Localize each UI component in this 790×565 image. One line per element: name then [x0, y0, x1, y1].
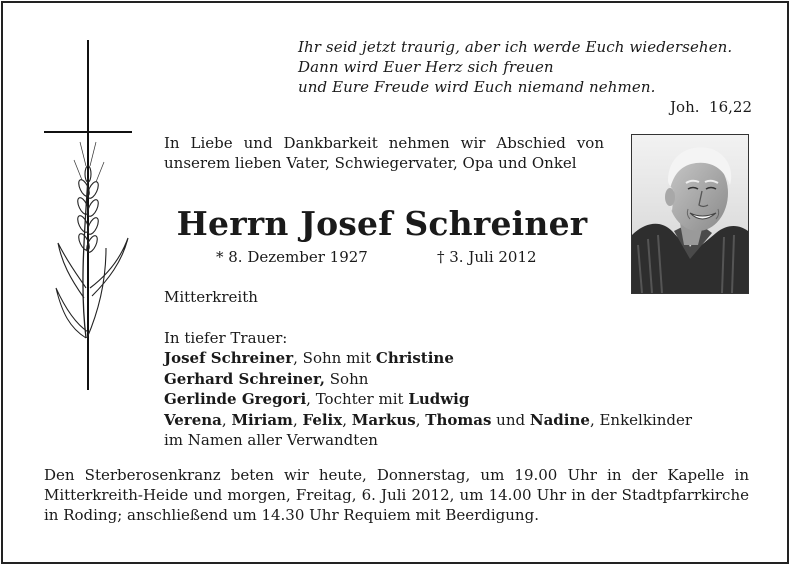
- mourner-line: [164, 410, 744, 431]
- relation-text: , Enkelkinder: [589, 410, 693, 429]
- mourner-line: [164, 348, 744, 369]
- quote-line: und Eure Freude wird Euch niemand nehmen.: [298, 78, 656, 96]
- separator: ,: [221, 410, 232, 429]
- cross-with-wheat-icon: [40, 38, 140, 393]
- relation-text: , Sohn mit: [293, 349, 376, 367]
- relation-text: Sohn: [325, 369, 369, 388]
- service-details: Den Sterberosenkranz beten wir heute, Donnerstag, um 19.00 Uhr in der Kapelle in Mitterkreith-Heide und morgen, Freitag, 6. Juli 2012, um 14.00 Uhr in der Stadtpfarrkirche in Roding; anschließend um 14.30 Uhr Requiem mit Beerdigung.: [44, 466, 749, 524]
- grandchild-name: Thomas: [425, 410, 492, 429]
- separator: ,: [292, 410, 303, 429]
- bible-quote: [298, 37, 758, 97]
- separator: ,: [342, 410, 352, 429]
- separator: ,: [415, 410, 426, 429]
- deceased-name: Herrn Josef Schreiner: [176, 204, 588, 243]
- quote-line: Dann wird Euer Herz sich freuen: [298, 58, 554, 76]
- portrait-image: [632, 135, 748, 293]
- mourner-line: [164, 389, 744, 410]
- grandchild-name: Nadine: [529, 410, 590, 429]
- mourning-heading: In tiefer Trauer:: [164, 329, 288, 347]
- mourners-list: [164, 348, 744, 451]
- partner-name: Christine: [375, 349, 454, 367]
- grandchild-name: Verena: [164, 410, 222, 429]
- mourner-name: Gerhard Schreiner,: [164, 369, 325, 388]
- intro-text: In Liebe und Dankbarkeit nehmen wir Abschied von unserem lieben Vater, Schwiegervater, Opa und Onkel: [164, 134, 604, 172]
- grandchild-name: Miriam: [231, 410, 293, 429]
- quote-line: Ihr seid jetzt traurig, aber ich werde Euch wiedersehen.: [298, 38, 733, 56]
- partner-name: Ludwig: [408, 390, 470, 408]
- mourner-line: im Namen aller Verwandten: [164, 431, 378, 449]
- quote-reference: Joh. 16,22: [670, 98, 752, 116]
- death-date: † 3. Juli 2012: [437, 248, 537, 266]
- home-place: Mitterkreith: [164, 288, 258, 306]
- mourner-name: Josef Schreiner: [164, 349, 294, 367]
- relation-text: , Tochter mit: [306, 390, 409, 408]
- birth-date: * 8. Dezember 1927: [216, 248, 368, 266]
- separator: und: [491, 410, 530, 429]
- grandchild-name: Felix: [302, 410, 343, 429]
- portrait-photo: [631, 134, 749, 294]
- mourner-line: [164, 369, 744, 390]
- grandchild-name: Markus: [351, 410, 416, 429]
- mourner-name: Gerlinde Gregori: [164, 390, 307, 408]
